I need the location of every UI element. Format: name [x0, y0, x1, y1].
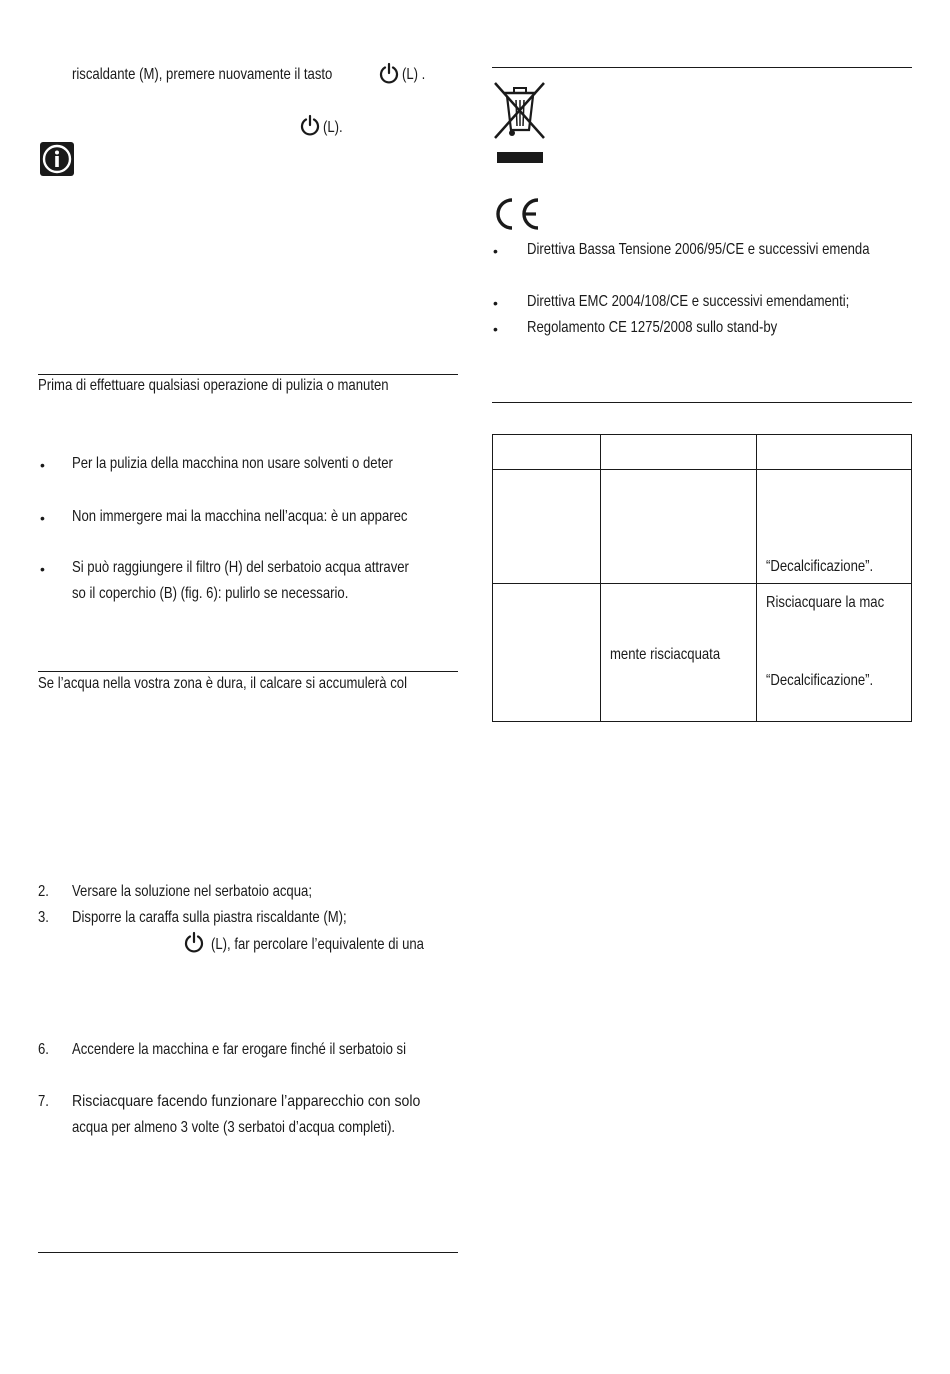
step-number: 6.	[38, 1041, 49, 1058]
table-row-divider	[493, 583, 911, 584]
section-divider	[38, 671, 458, 672]
table-row-divider	[493, 469, 911, 470]
table-column-divider	[600, 435, 601, 721]
descaling-intro: Se l’acqua nella vostra zona è dura, il calcare si accumulerà col	[38, 675, 408, 692]
step-text: (L), far percolare l’equivalente di una	[211, 936, 424, 953]
troubleshooting-table	[492, 434, 912, 722]
section-divider	[38, 374, 458, 375]
step-text: Accendere la macchina e far erogare finché il serbatoio si	[72, 1041, 407, 1058]
bullet-marker: •	[40, 561, 45, 577]
step-number: 3.	[38, 909, 49, 926]
bullet-marker: •	[493, 295, 498, 311]
table-cell: mente risciacquata	[610, 646, 721, 663]
cleaning-bullet: Per la pulizia della macchina non usare solventi o deter	[72, 455, 393, 472]
text-line-key-ref: (L).	[323, 119, 343, 136]
bullet-marker: •	[493, 321, 498, 337]
ce-mark-icon	[492, 197, 540, 231]
directive-item: Regolamento CE 1275/2008 sullo stand-by	[527, 319, 778, 336]
bullet-marker: •	[40, 510, 45, 526]
table-cell: “Decalcificazione”.	[766, 672, 874, 689]
table-cell: “Decalcificazione”.	[766, 558, 874, 575]
text-line-heating-plate: riscaldante (M), premere nuovamente il tasto	[72, 66, 333, 83]
section-divider	[38, 1252, 458, 1253]
section-divider	[492, 67, 912, 68]
directive-item: Direttiva Bassa Tensione 2006/95/CE e successivi emenda	[527, 241, 870, 258]
directive-item: Direttiva EMC 2004/108/CE e successivi emendamenti;	[527, 293, 850, 310]
info-icon	[40, 142, 74, 176]
bullet-marker: •	[40, 457, 45, 473]
power-icon	[378, 62, 400, 84]
bullet-marker: •	[493, 243, 498, 259]
step-text: Disporre la caraffa sulla piastra riscaldante (M);	[72, 909, 347, 926]
cleaning-intro: Prima di effettuare qualsiasi operazione di pulizia o manuten	[38, 377, 389, 394]
cleaning-bullet: Non immergere mai la macchina nell’acqua: è un apparec	[72, 508, 408, 525]
step-number: 7.	[38, 1093, 49, 1110]
step-text: acqua per almeno 3 volte (3 serbatoi d’acqua completi).	[72, 1119, 396, 1136]
text-line-key-ref: (L) .	[402, 66, 426, 83]
table-cell: Risciacquare la mac	[766, 594, 885, 611]
table-column-divider	[756, 435, 757, 721]
section-divider	[492, 402, 912, 403]
step-text: Risciacquare facendo funzionare l’apparecchio con solo	[72, 1093, 421, 1110]
step-number: 2.	[38, 883, 49, 900]
power-icon	[183, 931, 205, 953]
power-icon	[299, 114, 321, 136]
cleaning-bullet-continuation: so il coperchio (B) (fig. 6): pulirlo se necessario.	[72, 585, 349, 602]
cleaning-bullet: Si può raggiungere il filtro (H) del serbatoio acqua attraver	[72, 559, 409, 576]
step-text: Versare la soluzione nel serbatoio acqua;	[72, 883, 312, 900]
weee-bin-icon	[492, 80, 548, 166]
